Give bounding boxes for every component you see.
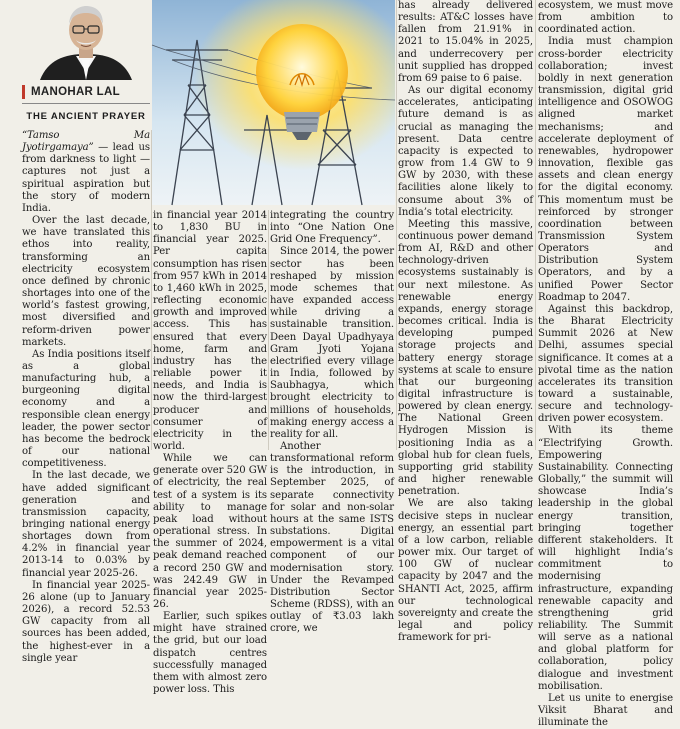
paragraph: In financial year 2025-26 alone (up to January 2026), a record 52.53 GW capacity from all sources has been added, the highest-ever in a single year [22, 579, 150, 664]
paragraph: ecosystem, we must move from ambition to coordinated action. [538, 0, 673, 36]
article-column-3 [270, 210, 394, 635]
paragraph: Meeting this massive, continuous power demand from AI, R&D and other technology-driven ecosystems sustainably is our next milestone. As renewable energy expands, energy storage becomes critical. India is developing pumped storage projects and battery energy storage systems at scale to ensure that our burgeoning digital infrastructure is powered by clean energy. The National Green Hydrogen Mission is positioning India as a global hub for clean fuels, supporting grid stability and higher renewable penetration. [398, 218, 533, 498]
article-column-5 [538, 0, 673, 729]
paragraph: We are also taking decisive steps in nuclear energy, an essential part of a low carbon, reliable power mix. Our target of 100 GW of nuclear capacity by 2047 and the SHANTI Act, 2025, affirm our technological sovereignty and create the legal and policy framework for pri- [398, 498, 533, 644]
paragraph: Another transformational reform is the introduction, in September 2025, of separate connectivity for solar and non-solar hours at the same ISTS substations. Digital empowerment is a vital component of our modernisation story. Under the Revamped Distribution Sector Scheme (RDSS), with an outlay of ₹3.03 lakh crore, we [270, 440, 394, 635]
author-portrait [30, 0, 142, 80]
paragraph: With its theme “Electrifying Growth. Empowering Sustainability. Connecting Globally,” the summit will showcase India’s leadership in the global energy transition, bringing together different stakeholders. It will highlight India’s commitment to modernising infrastructure, expanding renewable capacity and strengthening grid reliability. The Summit will serve as a national and global platform for collaboration, policy dialogue and investment mobilisation. [538, 425, 673, 692]
column-divider [535, 0, 536, 450]
author-byline [22, 84, 150, 100]
article-column-2 [153, 210, 267, 696]
paragraph-text: — lead us from darkness to light — captures not just a spiritual aspiration but the story of modern India. [22, 142, 150, 214]
kicker: THE ANCIENT PRAYER [26, 111, 146, 122]
paragraph: India must champion cross-border electricity collaboration; invest boldly in next generation transmission, digital grid intelligence and OSOWOG aligned market mechanisms; and accelerate deployment of renewables, hydropower innovation, flexible gas assets and clean energy for the digital economy. This momentum must be reinforced by stronger coordination between Transmission System Operators and Distribution System Operators, and by a unified Power Sector Roadmap to 2047. [538, 36, 673, 303]
paragraph: Let us unite to energise Viksit Bharat and illuminate the [538, 692, 673, 729]
paragraph: Earlier, such spikes might have strained the grid, but our load dispatch centres successfully managed them with almost zero power loss. This [153, 611, 267, 696]
paragraph: In the last decade, we have added significant generation and transmission capacity, bringing national energy shortages down from 4.2% in financial year 2013-14 to 0.03% by financial year 2025-26. [22, 470, 150, 579]
column-divider [396, 0, 397, 450]
article-column-1 [22, 130, 150, 664]
paragraph: has already delivered results: AT&C losses have fallen from 21.91% in 2021 to 15.04% in 2025, and underrecovery per unit supplied has dropped from 69 paise to 6 paise. [398, 0, 533, 84]
paragraph: As India positions itself as a global manufacturing hub, a burgeoning digital economy and a responsible clean energy leader, the power sector has become the bedrock of our national competitiveness. [22, 348, 150, 470]
paragraph: in financial year 2014 to 1,830 BU in financial year 2025. Per capita consumption has risen from 957 kWh in 2014 to 1,460 kWh in 2025, reflecting economic growth and improved access. This has ensured that every home, farm and industry has the reliable power it needs, and India is now the third-largest producer and consumer of electricity in the world. [153, 210, 267, 452]
opening-quote: “Tamso Ma Jyotirgamaya” [22, 130, 150, 154]
author-name: MANOHAR LAL [31, 86, 120, 98]
paragraph: Since 2014, the power sector has been reshaped by mission mode schemes that have expanded access while driving a sustainable transition. Deen Dayal Upadhyaya Gram Jyoti Yojana electrified every village in India, followed by Saubhagya, which brought electricity to millions of households, making energy access a reality for all. [270, 246, 394, 440]
paragraph [22, 130, 150, 215]
paragraph: As our digital economy accelerates, anticipating future demand is as crucial as managing the present. Data centre capacity is expected to grow from 1.4 GW to 9 GW by 2030, with these facilities alone likely to consume about 3% of India’s total electricity. [398, 85, 533, 218]
paragraph: Against this backdrop, the Bharat Electricity Summit 2026 at New Delhi, assumes special significance. It comes at a pivotal time as the nation accelerates its transition toward a sustainable, secure and technology-driven power ecosystem. [538, 303, 673, 425]
byline-accent-bar [22, 85, 25, 99]
column-divider [268, 210, 269, 450]
paragraph: While we can generate over 520 GW of electricity, the real test of a system is its ability to manage peak load without operational stress. In the summer of 2024, peak demand reached a record 250 GW and was 242.49 GW in financial year 2025-26. [153, 453, 267, 610]
article-column-4 [398, 0, 533, 644]
paragraph: Over the last decade, we have translated this ethos into reality, transforming an electricity ecosystem once defined by chronic shortages into one of the world’s fastest growing, most diversified and reform-driven power markets. [22, 215, 150, 348]
paragraph: integrating the country into “One Nation One Grid One Frequency”. [270, 210, 394, 246]
byline-rule [22, 103, 150, 104]
article-photo [152, 0, 395, 205]
